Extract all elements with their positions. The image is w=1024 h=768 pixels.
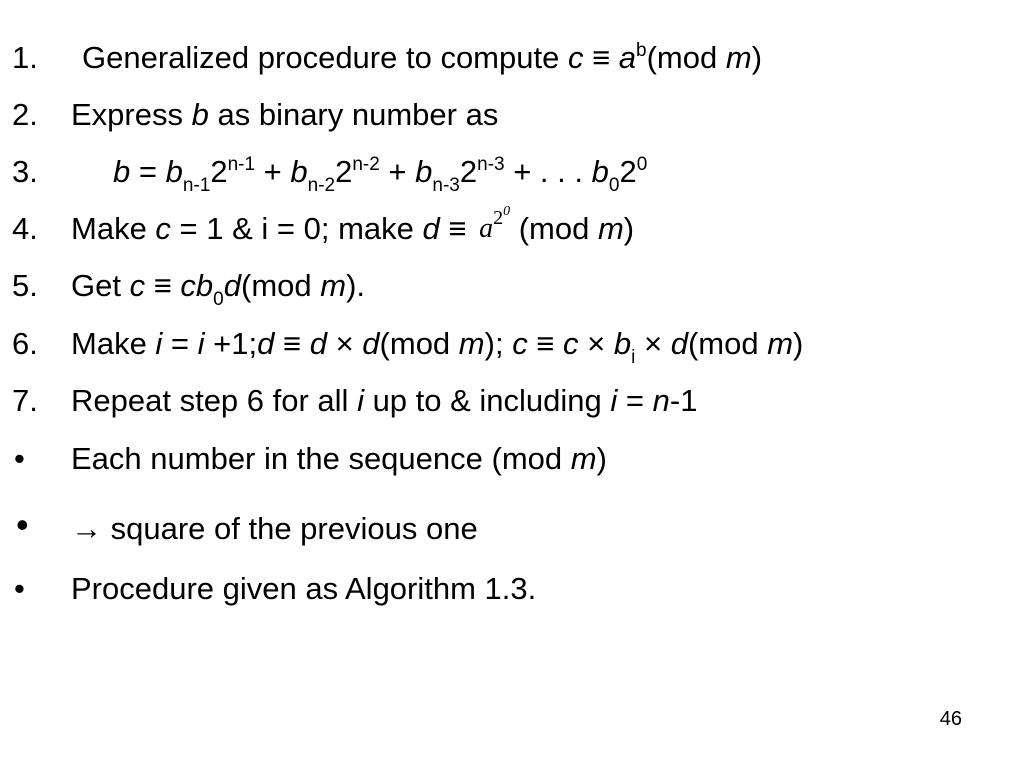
list-marker: 5.: [12, 268, 38, 303]
list-marker: 7.: [12, 383, 38, 418]
list-marker: 1.: [12, 40, 38, 75]
list-marker: 2.: [12, 97, 38, 132]
power-expression: $a^{20}$: [479, 204, 511, 244]
bullet-text: Each number in the sequence (mod m): [71, 441, 607, 476]
list-item-2: [0, 90, 1024, 140]
bullet-text: Procedure given as Algorithm 1.3.: [71, 571, 537, 606]
bullet-marker: •: [14, 441, 25, 476]
list-marker: 6.: [12, 326, 38, 361]
list-item-3: [0, 147, 1024, 197]
bullet-marker: •: [14, 571, 25, 606]
list-item-5: [0, 261, 1024, 311]
list-marker: 4.: [12, 211, 38, 246]
list-item-text: Make i = i +1;d ≡ d × d(mod m); $c \equiv c \times b_i \times d(mod$ m): [71, 326, 804, 368]
page-number: 46: [939, 708, 962, 730]
bullet-item-3: [0, 564, 1024, 614]
right-arrow-icon: →: [71, 511, 102, 546]
list-marker: 3.: [12, 154, 38, 189]
list-item-text: Get $c \equiv cb_0d(mod$ m).: [71, 268, 366, 310]
bullet-item-1: [0, 434, 1024, 484]
list-item-text: Make c = 1 & i = 0; make $d \equiv a^{20}$ (mod m): [71, 204, 635, 246]
list-item-7: [0, 376, 1024, 426]
list-item-text: Generalized procedure to compute $c \equiv a^b(mod$ m): [82, 40, 763, 75]
list-item-1: [0, 33, 1024, 83]
list-item-text: Express b as binary number as: [71, 97, 499, 132]
binary-expansion-formula: $b = b_{n-1}2^{n-1} + b_{n-2}2^{n-2} + b_{n-3}2^{n-3}$ + . . . $b_02^0$: [113, 154, 648, 196]
bullet-item-2: [0, 504, 1024, 554]
bullet-marker: •: [16, 504, 29, 545]
list-item-text: Repeat step 6 for all i up to & including i = n-1: [71, 383, 698, 418]
list-item-4: [0, 204, 1024, 254]
list-item-6: [0, 319, 1024, 369]
bullet-text: → square of the previous one: [71, 511, 478, 546]
